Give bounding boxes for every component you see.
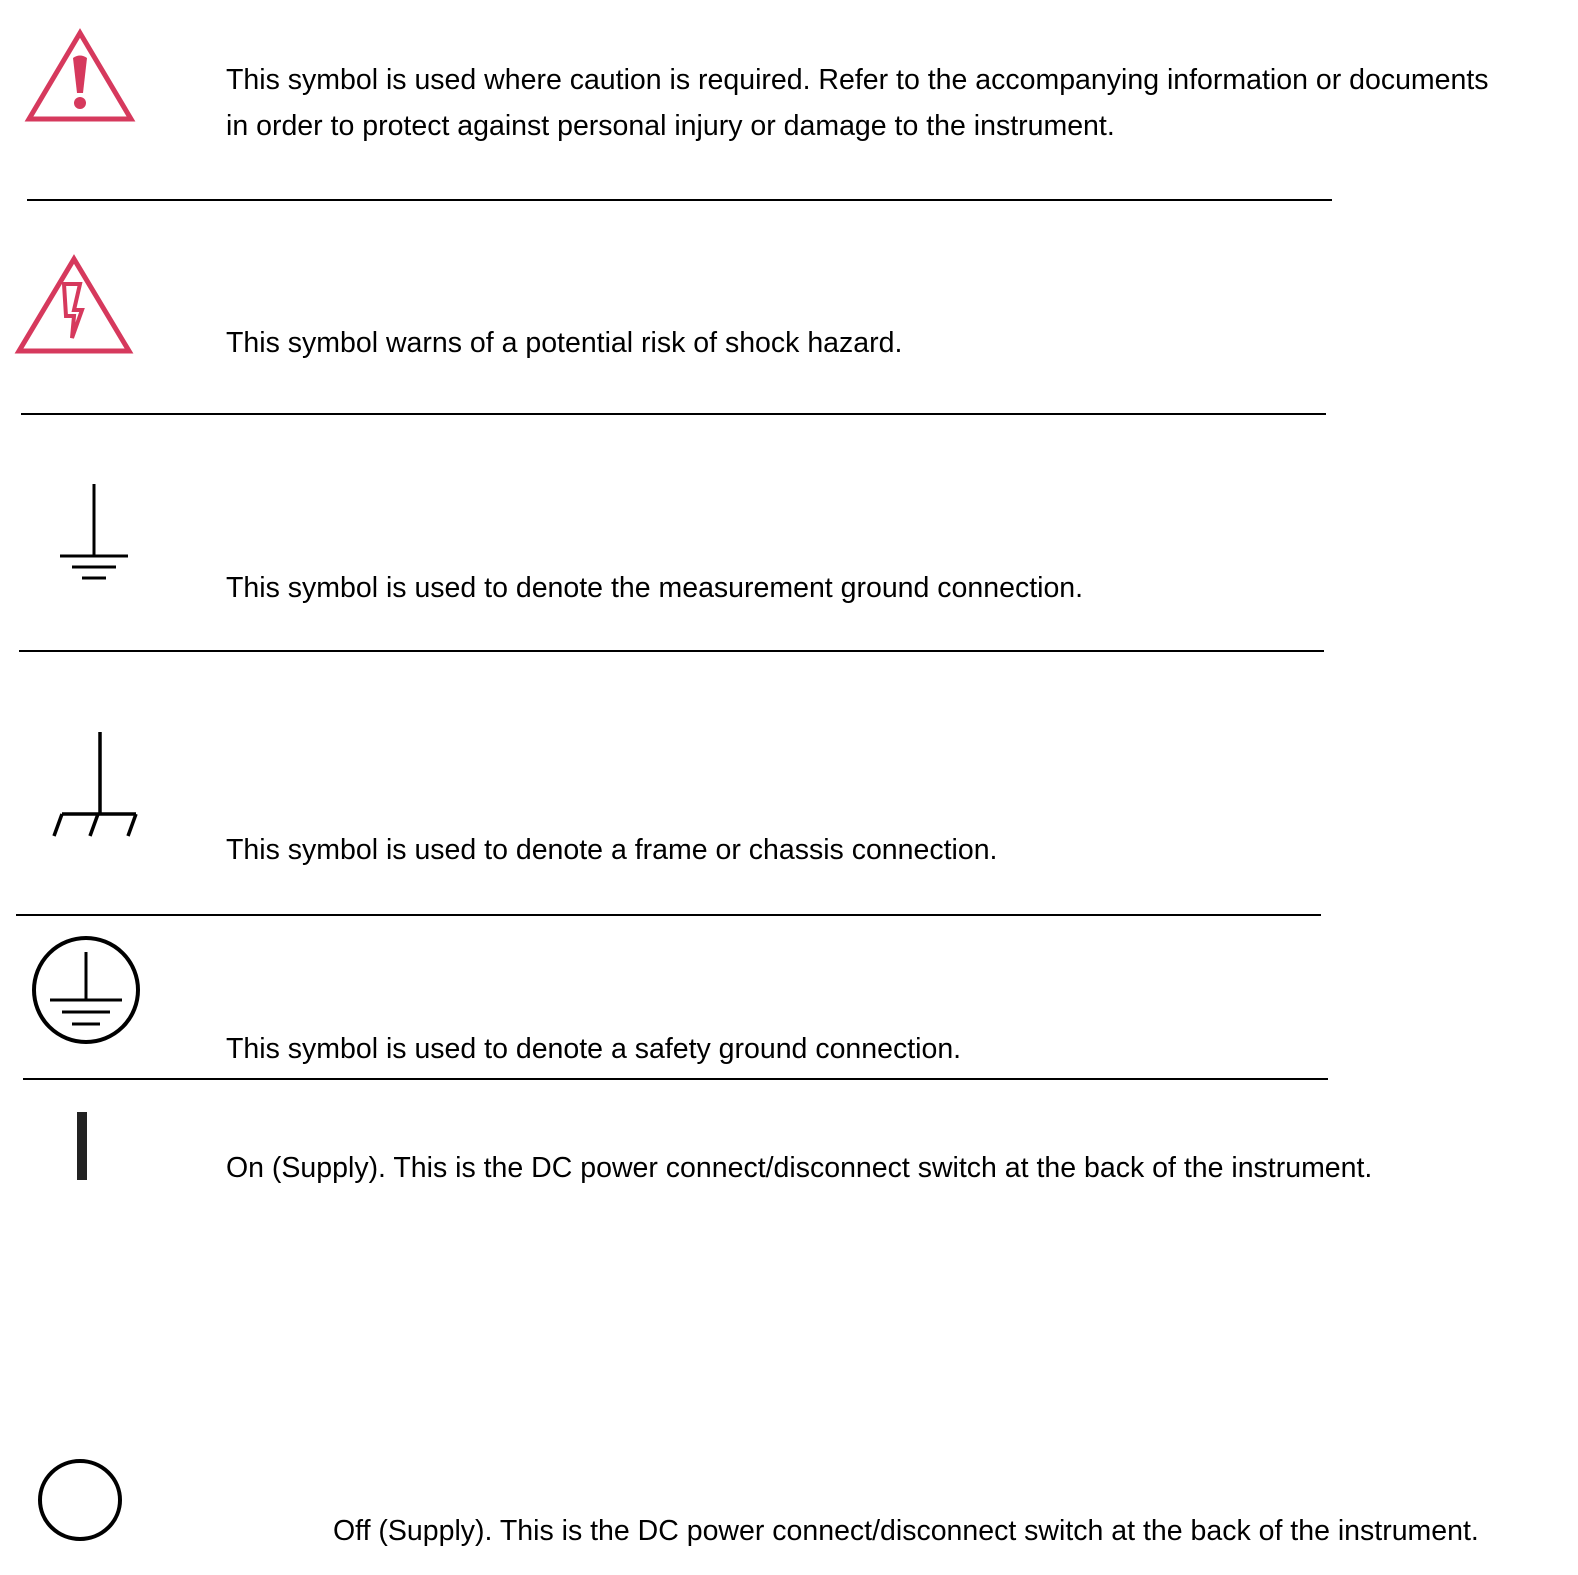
description-line: Off (Supply). This is the DC power connect/disconnect switch at the back of the instrument.	[333, 1515, 1479, 1547]
power-on-icon	[74, 1110, 90, 1182]
power-off-icon	[36, 1456, 126, 1544]
caution-triangle-icon	[24, 28, 136, 124]
power-on-description	[226, 1145, 1372, 1191]
description-line: This symbol warns of a potential risk of shock hazard.	[226, 327, 903, 359]
divider	[19, 650, 1324, 652]
divider	[16, 914, 1321, 916]
description-line: On (Supply). This is the DC power connect/disconnect switch at the back of the instrument.	[226, 1152, 1373, 1184]
chassis-ground-icon	[48, 728, 144, 840]
description-line: This symbol is used where caution is required. Refer to the accompanying information or documents	[226, 64, 1489, 96]
caution-symbol-description	[226, 57, 1489, 149]
description-line: This symbol is used to denote a safety ground connection.	[226, 1033, 962, 1065]
divider	[27, 199, 1332, 201]
shock-hazard-icon	[14, 254, 136, 358]
measurement-ground-icon	[56, 482, 132, 582]
description-line: This symbol is used to denote the measurement ground connection.	[226, 572, 1084, 604]
chassis-ground-description	[226, 827, 997, 873]
divider	[23, 1078, 1328, 1080]
description-line: This symbol is used to denote a frame or chassis connection.	[226, 834, 998, 866]
power-off-description	[333, 1508, 1479, 1554]
safety-ground-description	[226, 1026, 961, 1072]
divider	[21, 413, 1326, 415]
shock-hazard-description	[226, 320, 902, 366]
measurement-ground-description	[226, 565, 1083, 611]
safety-ground-icon	[28, 932, 144, 1048]
description-line: in order to protect against personal injury or damage to the instrument.	[226, 110, 1115, 142]
